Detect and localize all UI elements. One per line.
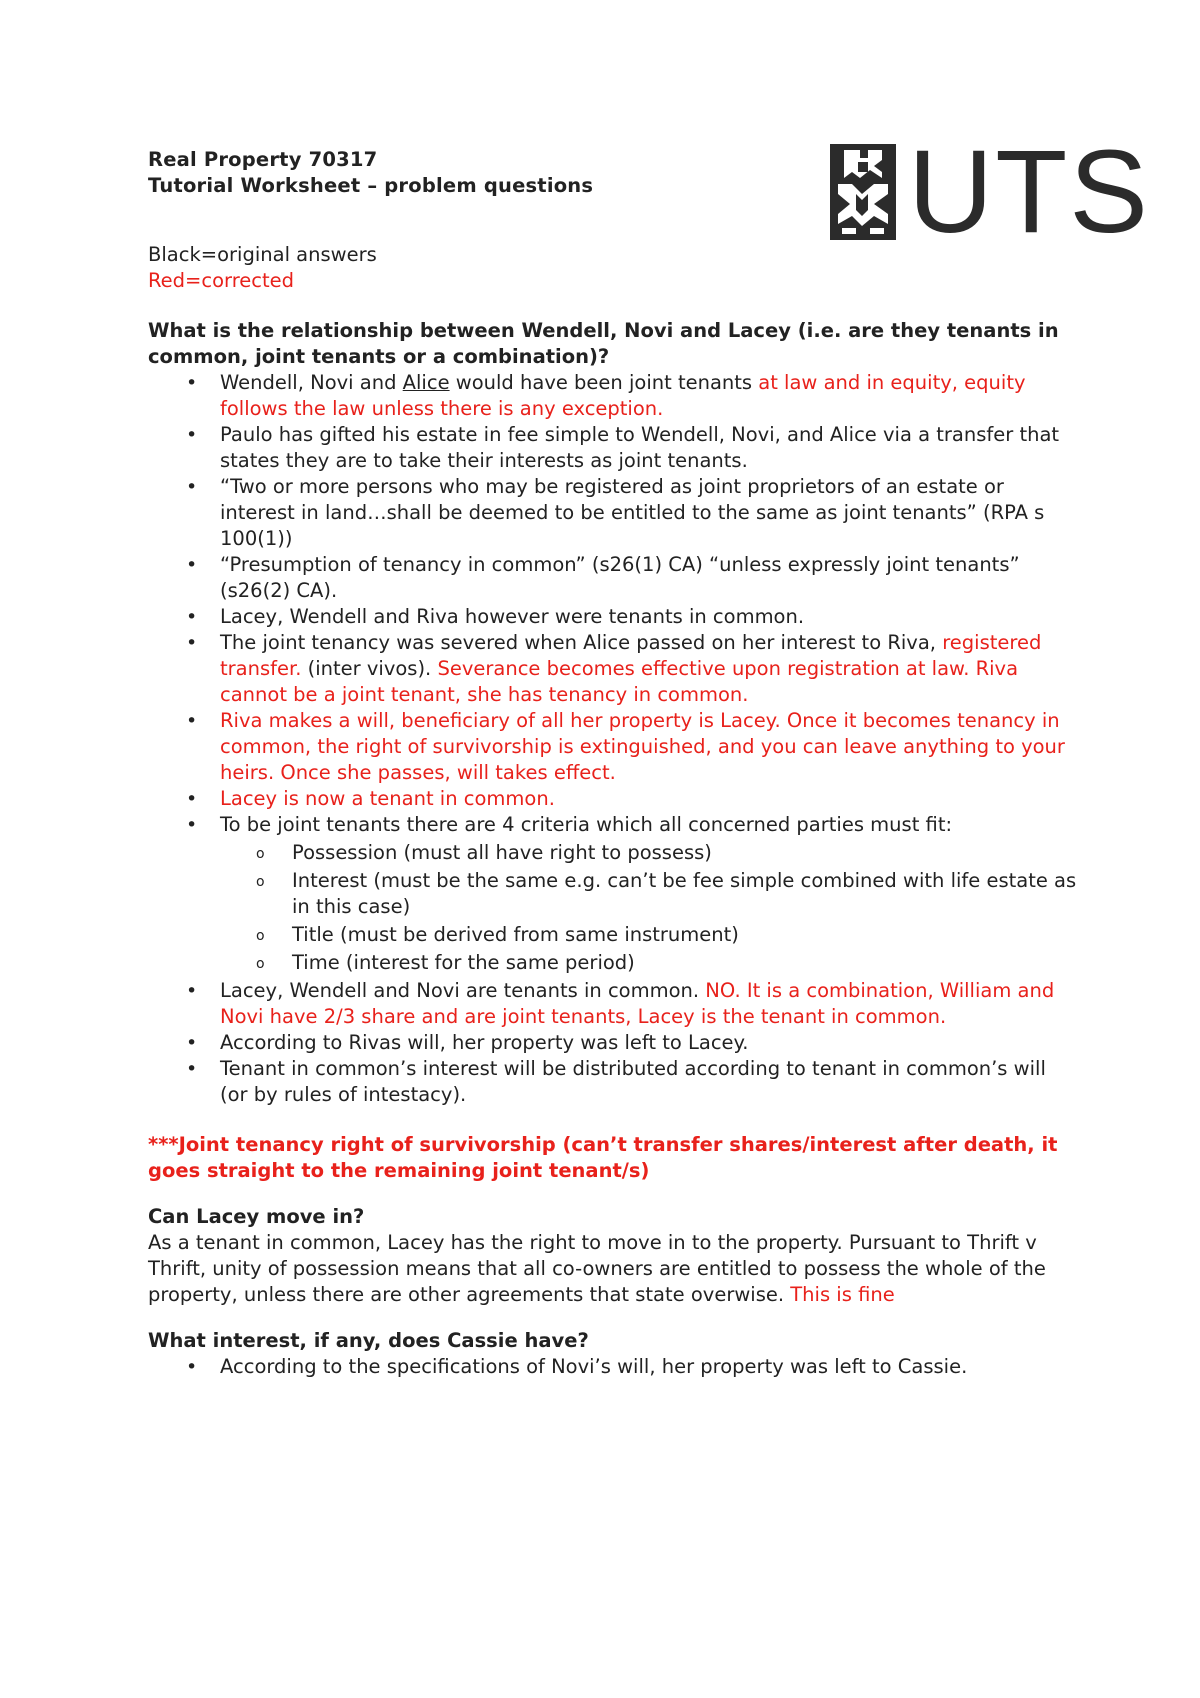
criteria-item: o Possession (must all have right to possess) bbox=[220, 840, 1078, 866]
list-item: • Wendell, Novi and Alice would have been joint tenants at law and in equity, equity follows the law unless there is any exception. bbox=[148, 370, 1078, 422]
list-item: • Paulo has gifted his estate in fee simple to Wendell, Novi, and Alice via a transfer that states they are to take their interests as joint tenants. bbox=[148, 422, 1078, 474]
list-item: • Lacey, Wendell and Riva however were tenants in common. bbox=[148, 604, 1078, 630]
criteria-list bbox=[220, 840, 1078, 976]
criteria-item: o Interest (must be the same e.g. can’t be fee simple combined with life estate as in this case) bbox=[220, 868, 1078, 920]
list-item: • The joint tenancy was severed when Alice passed on her interest to Riva, registered transfer. (inter vivos). Severance becomes effective upon registration at law. Riva cannot be a joint tenant, she has tenancy in common. bbox=[148, 630, 1078, 708]
answer-list-cassie bbox=[148, 1354, 1078, 1380]
criteria-item: o Time (interest for the same period) bbox=[220, 950, 1078, 976]
list-item: • “Two or more persons who may be registered as joint proprietors of an estate or interest in land…shall be deemed to be entitled to the same as joint tenants” (RPA s 100(1)) bbox=[148, 474, 1078, 552]
worksheet-title: Tutorial Worksheet – problem questions bbox=[148, 174, 594, 197]
logo-text: UTS bbox=[908, 126, 1150, 258]
criteria-item: o Title (must be derived from same instrument) bbox=[220, 922, 1078, 948]
course-title: Real Property 70317 bbox=[148, 148, 378, 171]
question-move-in: Can Lacey move in? bbox=[148, 1205, 365, 1228]
list-item: • According to the specifications of Novi’s will, her property was left to Cassie. bbox=[148, 1354, 1078, 1380]
survivorship-note: ***Joint tenancy right of survivorship (can’t transfer shares/interest after death, it goes straight to the remaining joint tenant/s) bbox=[148, 1133, 1058, 1182]
list-item: • “Presumption of tenancy in common” (s26(1) CA) “unless expressly joint tenants” (s26(2) CA). bbox=[148, 552, 1078, 604]
list-item: • Lacey is now a tenant in common. bbox=[148, 786, 1078, 812]
list-item: • Tenant in common’s interest will be distributed according to tenant in common’s will (or by rules of intestacy). bbox=[148, 1056, 1078, 1108]
legend-red: Red=corrected bbox=[148, 269, 295, 292]
question-relationship: What is the relationship between Wendell, Novi and Lacey (i.e. are they tenants in common, joint tenants or a combination)? bbox=[148, 319, 1059, 368]
answer-move-in: As a tenant in common, Lacey has the right to move in to the property. Pursuant to Thrift v Thrift, unity of possession means that all co-owners are entitled to possess the whole of the property, unless there are other agreements that state overwise. This is fine bbox=[148, 1231, 1046, 1306]
question-cassie: What interest, if any, does Cassie have? bbox=[148, 1329, 589, 1352]
list-item: • To be joint tenants there are 4 criteria which all concerned parties must fit: o Possession (must all have right to possess) o Interest (must be the same e.g. can’t be fee simple combined with life estate as in this case) o Title (must be derived from same instrument) o Time (interest for the same period) bbox=[148, 812, 1078, 976]
answer-list-relationship bbox=[148, 370, 1078, 1108]
list-item: • According to Rivas will, her property was left to Lacey. bbox=[148, 1030, 1078, 1056]
list-item: • Lacey, Wendell and Novi are tenants in common. NO. It is a combination, William and Novi have 2/3 share and are joint tenants, Lacey is the tenant in common. bbox=[148, 978, 1078, 1030]
document-body bbox=[148, 147, 1078, 1380]
legend-black: Black=original answers bbox=[148, 243, 377, 266]
list-item: • Riva makes a will, beneficiary of all her property is Lacey. Once it becomes tenancy in common, the right of survivorship is extinguished, and you can leave anything to your heirs. Once she passes, will takes effect. bbox=[148, 708, 1078, 786]
